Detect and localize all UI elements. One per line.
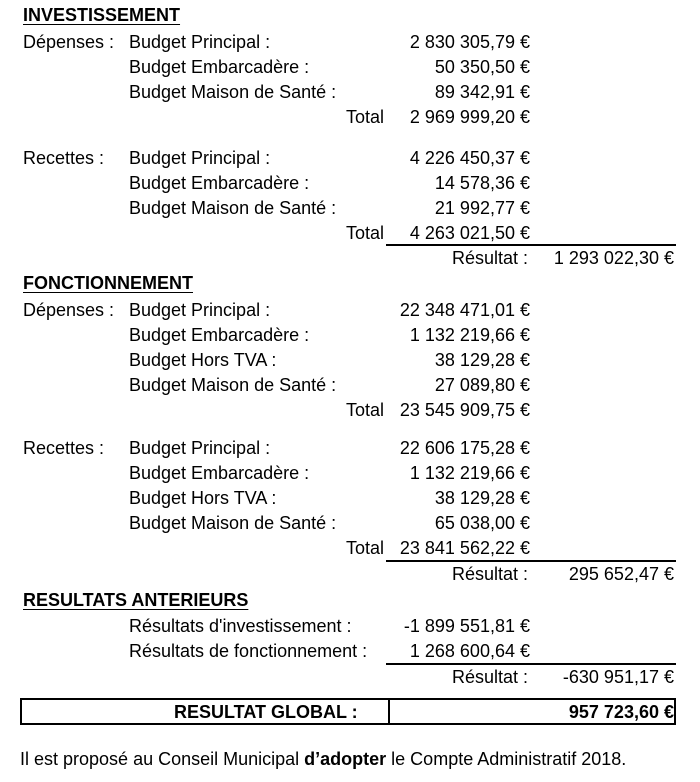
fonc-dep-item-amount: 22 348 471,01 € [399, 300, 530, 320]
inv-dep-item-label: Budget Embarcadère : [129, 57, 310, 77]
inv-rec-item-label: Budget Embarcadère : [129, 173, 310, 193]
fonc-dep-item-label: Budget Principal : [129, 300, 271, 320]
inv-recettes-label: Recettes : [23, 148, 105, 168]
ant-resultat-label: Résultat : [451, 667, 528, 687]
inv-dep-total-amount: 2 969 999,20 € [409, 107, 530, 127]
ant-resultat-rule [386, 663, 676, 665]
inv-depenses-label: Dépenses : [23, 32, 115, 52]
fonc-dep-total-label: Total [345, 400, 384, 420]
footer-text-bold: d’adopter [304, 749, 387, 769]
inv-rec-item-label: Budget Maison de Santé : [129, 198, 337, 218]
inv-dep-item-amount: 89 342,91 € [434, 82, 530, 102]
fonc-rec-item-amount: 38 129,28 € [434, 488, 530, 508]
fonc-dep-item-amount: 38 129,28 € [434, 350, 530, 370]
fonc-resultat-label: Résultat : [451, 564, 528, 584]
fonc-resultat-amount: 295 652,47 € [568, 564, 674, 584]
inv-dep-total-label: Total [345, 107, 384, 127]
footer-text-before: Il est proposé au Conseil Municipal [20, 749, 305, 769]
fonc-rec-item-amount: 22 606 175,28 € [399, 438, 530, 458]
fonc-rec-item-amount: 1 132 219,66 € [409, 463, 530, 483]
inv-resultat-amount: 1 293 022,30 € [553, 248, 674, 268]
fonc-rec-item-label: Budget Maison de Santé : [129, 513, 337, 533]
inv-resultat-label: Résultat : [451, 248, 528, 268]
inv-dep-item-amount: 2 830 305,79 € [409, 32, 530, 52]
inv-dep-item-label: Budget Principal : [129, 32, 271, 52]
inv-dep-item-label: Budget Maison de Santé : [129, 82, 337, 102]
fonc-rec-item-label: Budget Embarcadère : [129, 463, 310, 483]
fonc-dep-item-label: Budget Maison de Santé : [129, 375, 337, 395]
inv-rec-item-amount: 21 992,77 € [434, 198, 530, 218]
ant-line-label: Résultats de fonctionnement : [129, 641, 368, 661]
fonc-dep-item-amount: 1 132 219,66 € [409, 325, 530, 345]
fonc-rec-total-amount: 23 841 562,22 € [399, 538, 530, 558]
resultat-global-label: RESULTAT GLOBAL : [174, 702, 358, 722]
inv-resultat-rule [386, 244, 676, 246]
inv-rec-item-label: Budget Principal : [129, 148, 271, 168]
section-title-fonctionnement: FONCTIONNEMENT [23, 273, 193, 293]
fonc-rec-item-amount: 65 038,00 € [434, 513, 530, 533]
inv-rec-item-amount: 14 578,36 € [434, 173, 530, 193]
fonc-depenses-label: Dépenses : [23, 300, 115, 320]
footer-text-after: le Compte Administratif 2018. [386, 749, 627, 769]
inv-rec-total-amount: 4 263 021,50 € [409, 223, 530, 243]
inv-dep-item-amount: 50 350,50 € [434, 57, 530, 77]
inv-rec-item-amount: 4 226 450,37 € [409, 148, 530, 168]
fonc-rec-total-label: Total [345, 538, 384, 558]
fonc-dep-item-label: Budget Embarcadère : [129, 325, 310, 345]
section-title-investissement: INVESTISSEMENT [23, 5, 181, 25]
ant-resultat-amount: -630 951,17 € [562, 667, 674, 687]
fonc-recettes-label: Recettes : [23, 438, 105, 458]
fonc-dep-total-amount: 23 545 909,75 € [399, 400, 530, 420]
fonc-rec-item-label: Budget Hors TVA : [129, 488, 277, 508]
fonc-resultat-rule [386, 560, 676, 562]
ant-line-amount: -1 899 551,81 € [403, 616, 530, 636]
footer-sentence [20, 748, 626, 770]
fonc-rec-item-label: Budget Principal : [129, 438, 271, 458]
inv-rec-total-label: Total [345, 223, 384, 243]
fonc-dep-item-amount: 27 089,80 € [434, 375, 530, 395]
ant-line-label: Résultats d'investissement : [129, 616, 352, 636]
section-title-anterieurs: RESULTATS ANTERIEURS [23, 590, 249, 610]
resultat-global-amount: 957 723,60 € [568, 702, 674, 722]
ant-line-amount: 1 268 600,64 € [409, 641, 530, 661]
resultat-global-divider [388, 700, 390, 723]
fonc-dep-item-label: Budget Hors TVA : [129, 350, 277, 370]
